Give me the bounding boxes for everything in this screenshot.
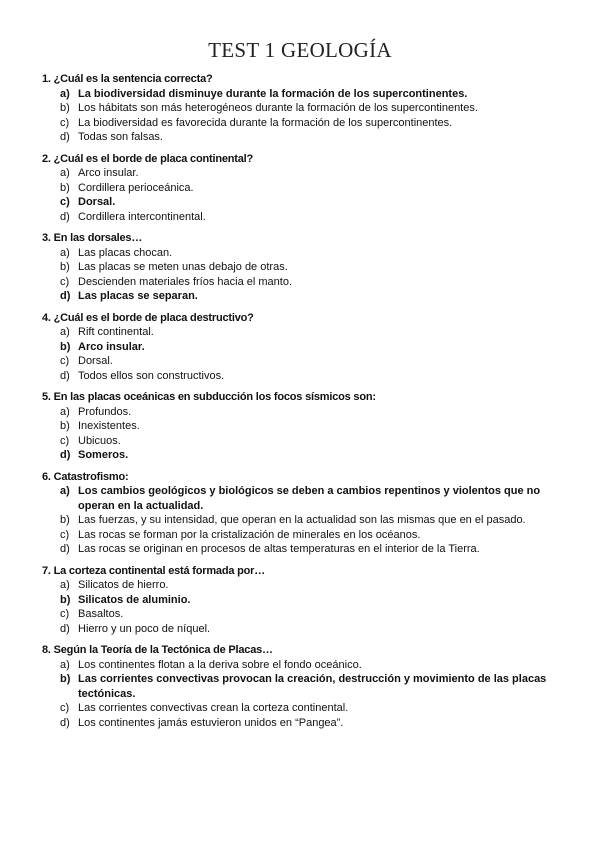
option-text: Las fuerzas, y su intensidad, que operan en la actualidad son las mismas que en el pasado. — [78, 514, 526, 526]
option-letter: a) — [60, 326, 70, 338]
question-text: 2. ¿Cuál es el borde de placa continental? — [42, 152, 254, 165]
option-letter: d) — [60, 131, 70, 143]
option-letter: c) — [60, 528, 70, 541]
question-text: 3. En las dorsales… — [42, 232, 143, 244]
option-b — [42, 593, 562, 608]
option-text: Las placas se meten unas debajo de otras. — [78, 261, 288, 273]
option-text: Hierro y un poco de níquel. — [78, 622, 211, 635]
option-letter: c) — [60, 355, 70, 367]
option-letter: a) — [60, 167, 70, 179]
option-letter: c) — [60, 608, 70, 620]
option-text: Los continentes flotan a la deriva sobre el fondo oceánico. — [78, 658, 362, 671]
option-text: Los continentes jamás estuvieron unidos en “Pangea”. — [78, 716, 344, 729]
option-letter: b) — [60, 102, 70, 114]
option-b — [42, 672, 562, 701]
option-text: Dorsal. — [78, 196, 116, 208]
option-d — [42, 130, 562, 145]
option-text: Las corrientes convectivas crean la corteza continental. — [78, 702, 349, 714]
option-letter: a) — [60, 405, 70, 418]
option-letter: c) — [60, 702, 70, 714]
option-a — [42, 166, 562, 181]
option-c — [42, 275, 562, 290]
option-text: Todas son falsas. — [78, 131, 163, 143]
option-d — [42, 716, 562, 731]
option-text: Todos ellos son constructivos. — [78, 369, 225, 382]
question-7 — [42, 564, 562, 637]
option-letter: c) — [60, 434, 70, 447]
option-text: Las placas chocan. — [78, 246, 173, 259]
option-letter: d) — [60, 622, 70, 635]
option-a — [42, 484, 562, 513]
option-letter: b) — [60, 593, 71, 606]
option-letter: b) — [60, 673, 71, 685]
option-c — [42, 434, 562, 449]
option-letter: a) — [60, 658, 70, 671]
option-d — [42, 448, 562, 463]
page-title: TEST 1 GEOLOGÍA — [208, 38, 392, 62]
option-b — [42, 260, 562, 275]
option-c — [42, 116, 562, 131]
option-text: Someros. — [78, 449, 129, 461]
question-text: 4. ¿Cuál es el borde de placa destructivo? — [42, 311, 254, 324]
question-text: 7. La corteza continental está formada por… — [42, 564, 266, 577]
option-text: Los hábitats son más heterogéneos durante la formación de los supercontinentes. — [78, 102, 478, 114]
option-text: Inexistentes. — [78, 420, 140, 432]
option-text: Las rocas se originan en procesos de altas temperaturas en el interior de la Tierra. — [78, 543, 480, 555]
option-letter: b) — [60, 340, 71, 353]
option-letter: d) — [60, 543, 70, 555]
option-text: Arco insular. — [78, 167, 139, 179]
question-2 — [42, 152, 562, 225]
option-text: Ubicuos. — [78, 434, 121, 447]
option-b — [42, 340, 562, 355]
option-b — [42, 513, 562, 528]
option-text: Cordillera intercontinental. — [78, 210, 206, 223]
option-text: Rift continental. — [78, 326, 154, 338]
option-letter: d) — [60, 290, 71, 302]
option-d — [42, 210, 562, 225]
option-a — [42, 658, 562, 673]
option-text: Cordillera perioceánica. — [78, 181, 194, 194]
option-text: Arco insular. — [78, 340, 145, 353]
option-letter: d) — [60, 716, 70, 729]
option-a — [42, 578, 562, 593]
option-text: Las placas se separan. — [78, 290, 198, 302]
option-letter: c) — [60, 196, 70, 208]
option-text: Basaltos. — [78, 608, 124, 620]
option-letter: d) — [60, 369, 70, 382]
option-b — [42, 419, 562, 434]
option-c — [42, 354, 562, 369]
option-text: Las corrientes convectivas provocan la creación, destrucción y movimiento de las placas tectónicas. — [78, 673, 547, 700]
option-c — [42, 701, 562, 716]
option-c — [42, 528, 562, 543]
question-1 — [42, 72, 562, 145]
question-3 — [42, 231, 562, 304]
option-letter: b) — [60, 181, 70, 194]
option-text: Silicatos de hierro. — [78, 579, 169, 591]
option-letter: b) — [60, 261, 70, 273]
option-a — [42, 325, 562, 340]
option-d — [42, 542, 562, 557]
question-text: 6. Catastrofismo: — [42, 470, 129, 483]
option-letter: c) — [60, 275, 70, 288]
option-letter: d) — [60, 210, 70, 223]
option-text: La biodiversidad es favorecida durante la formación de los supercontinentes. — [78, 116, 453, 129]
question-text: 5. En las placas oceánicas en subducción los focos sísmicos son: — [42, 391, 376, 403]
option-c — [42, 607, 562, 622]
option-letter: a) — [60, 579, 70, 591]
question-text: 8. Según la Teoría de la Tectónica de Placas… — [42, 644, 273, 656]
option-text: Los cambios geológicos y biológicos se deben a cambios repentinos y violentos que no operan en la actualidad. — [78, 485, 541, 512]
option-d — [42, 289, 562, 304]
option-a — [42, 405, 562, 420]
option-text: Profundos. — [78, 405, 132, 418]
option-b — [42, 181, 562, 196]
option-letter: c) — [60, 116, 70, 129]
question-8 — [42, 643, 562, 730]
question-5 — [42, 390, 562, 463]
option-text: Descienden materiales fríos hacia el manto. — [78, 275, 292, 288]
option-text: Las rocas se forman por la cristalización de minerales en los océanos. — [78, 528, 421, 541]
question-6 — [42, 470, 562, 557]
option-a — [42, 246, 562, 261]
option-d — [42, 369, 562, 384]
question-text: 1. ¿Cuál es la sentencia correcta? — [42, 73, 213, 85]
option-b — [42, 101, 562, 116]
question-4 — [42, 311, 562, 384]
option-c — [42, 195, 562, 210]
option-a — [42, 87, 562, 102]
option-text: Dorsal. — [78, 355, 113, 367]
option-letter: a) — [60, 87, 70, 100]
option-text: Silicatos de aluminio. — [78, 593, 191, 606]
option-letter: d) — [60, 449, 71, 461]
option-text: La biodiversidad disminuye durante la formación de los supercontinentes. — [78, 87, 468, 100]
option-letter: b) — [60, 514, 70, 526]
option-d — [42, 622, 562, 637]
option-letter: a) — [60, 246, 70, 259]
quiz — [42, 72, 562, 737]
option-letter: a) — [60, 485, 70, 497]
option-letter: b) — [60, 420, 70, 432]
